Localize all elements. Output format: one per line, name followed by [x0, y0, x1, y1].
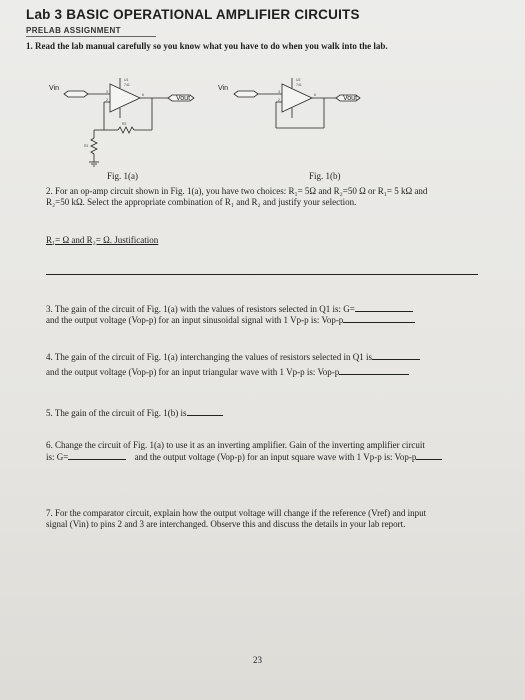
question-4-line-2	[46, 366, 409, 378]
fig-1a-caption: Fig. 1(a)	[107, 171, 138, 181]
question-6-line-2	[46, 451, 442, 463]
gain-blank[interactable]	[187, 407, 223, 416]
fig-1b-pin6: 6	[314, 93, 316, 97]
question-3-line-1	[46, 303, 413, 315]
resistor-r2	[118, 127, 134, 133]
fig-1b-vout-label: Vout	[343, 95, 358, 102]
fig-1a-pin3: 3	[106, 90, 108, 94]
vout-blank[interactable]	[416, 451, 442, 460]
vin-connector-icon	[234, 91, 258, 97]
fig-1a-r2-label: R2	[122, 122, 127, 126]
vin-connector-icon	[64, 91, 88, 97]
fig-1a-opamp-ref: U1	[124, 78, 129, 82]
question-1: 1. Read the lab manual carefully so you know what you have to do when you walk into the lab.	[26, 41, 388, 51]
question-6-text-2a: is: G=	[46, 452, 69, 462]
fig-1b-caption: Fig. 1(b)	[309, 171, 341, 181]
question-2-line-2: R₂=50 kΩ. Select the appropriate combination of R₁ and R₂ and justify your selection.	[46, 197, 357, 207]
question-5-text-1: 5. The gain of the circuit of Fig. 1(b) is	[46, 408, 187, 418]
question-6-line-1: 6. Change the circuit of Fig. 1(a) to use it as an inverting amplifier. Gain of the inverting amplifier circuit	[46, 440, 425, 450]
vout-blank[interactable]	[339, 366, 409, 375]
section-header: PRELAB ASSIGNMENT	[26, 26, 121, 35]
fig-1a-pin2: 2	[106, 98, 108, 102]
vout-blank[interactable]	[343, 314, 415, 323]
question-6-text-2b: and the output voltage (Vop-p) for an input square wave with 1 Vp-p is: Vop-p	[134, 452, 417, 462]
gain-blank[interactable]	[68, 451, 126, 460]
question-7-line-1: 7. For the comparator circuit, explain how the output voltage will change if the reference (Vref) and input	[46, 508, 427, 518]
question-3-text-1: 3. The gain of the circuit of Fig. 1(a) with the values of resistors selected in Q1 is: G=	[46, 304, 355, 314]
resistor-r1	[91, 138, 97, 154]
question-3-line-2	[46, 314, 415, 326]
fig-1b-pin2: 2	[278, 98, 280, 102]
fig-1b-opamp-ref: U2	[296, 78, 301, 82]
fig-1a-r1-label: R1	[84, 144, 89, 148]
page-number: 23	[253, 655, 262, 665]
opamp-u1-icon	[110, 84, 140, 112]
question-2-line-1: 2. For an op-amp circuit shown in Fig. 1(a), you have two choices: R₁= 5Ω and R₂=50 Ω or R₁= 5 kΩ and	[46, 186, 428, 196]
fig-1a-vin-label: Vin	[49, 85, 59, 92]
fig-1b-vin-label: Vin	[218, 85, 228, 92]
answer-rule	[46, 274, 478, 275]
fig-1b-pin3: 3	[278, 90, 280, 94]
question-4-text-2: and the output voltage (Vop-p) for an input triangular wave with 1 Vp-p is: Vop-p	[46, 367, 340, 377]
question-3-text-2: and the output voltage (Vop-p) for an input sinusoidal signal with 1 Vp-p is: Vop-p	[46, 315, 344, 325]
fig-1a-opamp-part: 741	[124, 83, 130, 87]
question-4-line-1	[46, 351, 420, 363]
fig-1a-vout-label: Vout	[176, 95, 191, 102]
gain-blank[interactable]	[372, 351, 420, 360]
opamp-u2-icon	[282, 84, 312, 112]
page-title: Lab 3 BASIC OPERATIONAL AMPLIFIER CIRCUITS	[26, 7, 360, 22]
question-5-line-1	[46, 407, 223, 419]
question-2-answer: R₁= Ω and R₂= Ω. Justification	[46, 235, 159, 245]
question-7-line-2: signal (Vin) to pins 2 and 3 are interchanged. Observe this and discuss the details in your lab report.	[46, 519, 406, 529]
question-4-text-1: 4. The gain of the circuit of Fig. 1(a) interchanging the values of resistors selected in Q1 is	[46, 352, 372, 362]
fig-1b-opamp-part: 741	[296, 83, 302, 87]
gain-blank[interactable]	[355, 303, 413, 312]
fig-1a-pin6: 6	[142, 93, 144, 97]
